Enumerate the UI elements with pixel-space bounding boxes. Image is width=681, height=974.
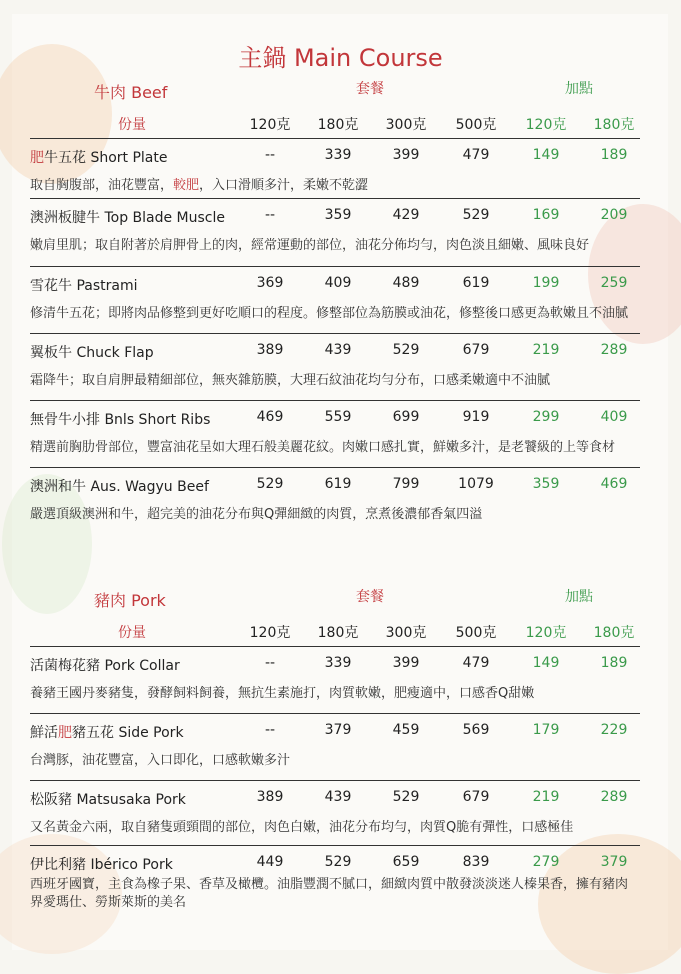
price-cell: 659 [392,854,420,870]
pork-section [30,580,640,922]
price-cell: 399 [392,147,420,163]
menu-item [30,714,640,781]
price-cell: 259 [600,275,628,291]
price-cell: 279 [532,854,560,870]
price-cell: 219 [532,789,560,805]
item-name: 雪花牛 Pastrami [30,278,138,294]
price-cell: 839 [462,854,490,870]
price-cell: 799 [392,476,420,492]
menu-item [30,139,640,199]
menu-item [30,199,640,267]
price-cell: 449 [256,854,284,870]
item-name: 松阪豬 Matsusaka Pork [30,792,186,808]
price-cell: 699 [392,409,420,425]
price-cell: 619 [462,275,490,291]
column-header: 180克 [317,117,359,133]
menu-item [30,846,640,922]
price-cell: 469 [600,476,628,492]
price-cell: 229 [600,722,628,738]
page-title: 主鍋 Main Course [238,44,443,72]
price-cell: 199 [532,275,560,291]
price-cell: 209 [600,207,628,223]
price-cell: 289 [600,789,628,805]
section-header [30,72,640,108]
column-header: 300克 [385,117,427,133]
price-cell: 489 [392,275,420,291]
item-name: 肥牛五花 Short Plate [30,150,168,166]
column-header: 180克 [593,117,635,133]
price-cell: 189 [600,655,628,671]
section-header [30,580,640,616]
item-name: 翼板牛 Chuck Flap [30,345,154,361]
set-meal-label: 套餐 [356,589,384,605]
price-cell: 559 [324,409,352,425]
price-cell: 679 [462,789,490,805]
price-cell: 459 [392,722,420,738]
price-cell: -- [264,207,276,223]
menu-item [30,781,640,846]
price-cell: 389 [256,342,284,358]
price-cell: 379 [324,722,352,738]
item-description: 嫩肩里肌；取自附著於肩胛骨上的肉，經常運動的部位，油花分佈均勻，肉色淡且細嫩、風味良好 [30,238,590,253]
set-meal-label: 套餐 [356,81,384,97]
price-cell: 409 [600,409,628,425]
column-header: 180克 [593,625,635,641]
column-header-row [30,108,640,139]
item-description: 西班牙國寶，主食為橡子果、香草及橄欖。油脂豐潤不膩口，細緻肉質中散發淡淡迷人榛果香，擁有豬肉界愛瑪仕、勞斯萊斯的美名 [30,877,629,910]
price-cell: 149 [532,147,560,163]
price-cell: 169 [532,207,560,223]
item-name: 澳洲和牛 Aus. Wagyu Beef [30,479,209,495]
price-cell: 679 [462,342,490,358]
menu-item [30,647,640,714]
menu-item [30,401,640,468]
price-cell: 379 [600,854,628,870]
price-cell: -- [264,722,276,738]
column-header: 500克 [455,625,497,641]
price-cell: 299 [532,409,560,425]
price-cell: 179 [532,722,560,738]
price-cell: 359 [324,207,352,223]
item-name: 鮮活肥豬五花 Side Pork [30,725,184,741]
item-description: 台灣豚，油花豐富，入口即化，口感軟嫩多汁 [30,753,291,768]
item-name: 無骨牛小排 Bnls Short Ribs [30,412,211,428]
item-description: 取自胸腹部，油花豐富，較肥，入口滑順多汁，柔嫩不乾澀 [30,178,369,193]
column-header: 120克 [249,117,291,133]
column-header: 120克 [525,117,567,133]
price-cell: 399 [392,655,420,671]
price-cell: 529 [256,476,284,492]
price-cell: 529 [324,854,352,870]
item-name: 澳洲板腱牛 Top Blade Muscle [30,210,225,226]
price-cell: 289 [600,342,628,358]
price-cell: 219 [532,342,560,358]
menu-item [30,468,640,532]
price-cell: 339 [324,655,352,671]
price-cell: 439 [324,789,352,805]
price-cell: 919 [462,409,490,425]
section-title: 豬肉 Pork [94,591,166,610]
column-header: 120克 [525,625,567,641]
price-cell: 339 [324,147,352,163]
portion-label: 份量 [118,117,146,133]
section-title: 牛肉 Beef [94,83,168,102]
item-description: 精選前胸肋骨部位，豐富油花呈如大理石般美麗花紋。肉嫩口感扎實，鮮嫩多汁，是老饕級的上等食材 [30,440,616,455]
item-description: 嚴選頂級澳洲和牛，超完美的油花分布與Q彈細緻的肉質，烹煮後濃郁香氣四溢 [30,507,483,522]
price-cell: 189 [600,147,628,163]
column-header: 120克 [249,625,291,641]
price-cell: 619 [324,476,352,492]
column-header: 500克 [455,117,497,133]
item-description: 霜降牛；取自肩胛最精細部位，無夾雜筋膜，大理石紋油花均勻分布，口感柔嫩適中不油膩 [30,373,551,388]
column-header-row [30,616,640,647]
item-name: 伊比利豬 Ibérico Pork [30,857,173,873]
menu-item [30,267,640,334]
column-header: 180克 [317,625,359,641]
item-description: 又名黃金六兩，取自豬隻頭頸間的部位，肉色白嫩，油花分布均勻，肉質Q脆有彈性，口感極佳 [30,820,574,835]
a-la-carte-label: 加點 [565,81,593,97]
price-cell: 479 [462,147,490,163]
item-name: 活菌梅花豬 Pork Collar [30,658,180,674]
price-cell: 479 [462,655,490,671]
price-cell: 439 [324,342,352,358]
portion-label: 份量 [118,625,146,641]
price-cell: 1079 [458,476,494,492]
price-cell: 389 [256,789,284,805]
item-description: 養豬王國丹麥豬隻，發酵飼料飼養，無抗生素施打，肉質軟嫩，肥瘦適中，口感香Q甜嫩 [30,686,535,701]
price-cell: 529 [392,342,420,358]
price-cell: 569 [462,722,490,738]
menu-item [30,334,640,401]
price-cell: -- [264,147,276,163]
price-cell: 469 [256,409,284,425]
beef-section [30,72,640,532]
column-header: 300克 [385,625,427,641]
price-cell: 529 [392,789,420,805]
price-cell: 149 [532,655,560,671]
price-cell: 369 [256,275,284,291]
price-cell: 359 [532,476,560,492]
item-description: 修清牛五花；即將肉品修整到更好吃順口的程度。修整部位為筋膜或油花，修整後口感更為軟嫩且不油膩 [30,306,629,321]
price-cell: 529 [462,207,490,223]
price-cell: -- [264,655,276,671]
a-la-carte-label: 加點 [565,589,593,605]
price-cell: 429 [392,207,420,223]
price-cell: 409 [324,275,352,291]
